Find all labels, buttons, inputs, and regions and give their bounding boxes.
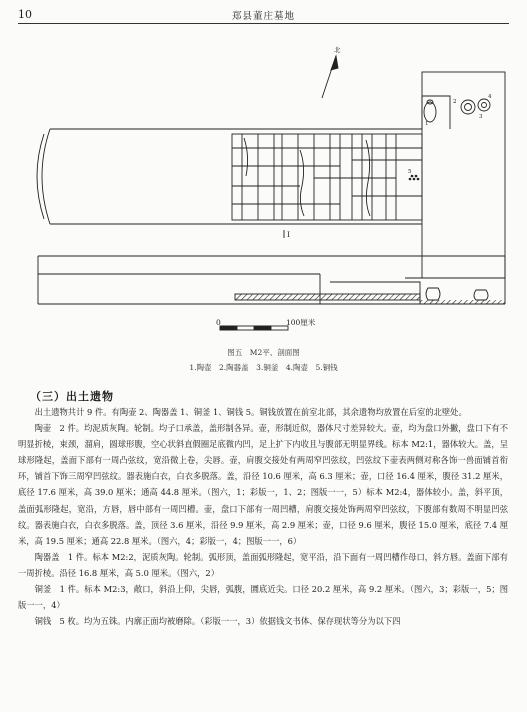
plan-view <box>37 72 505 278</box>
scale-end-label: 100厘米 <box>286 318 316 327</box>
figure-legend: 1.陶壶 2.陶器盖 3.铜釜 4.陶壶 5.铜钱 <box>189 363 338 372</box>
paragraph-intro: 出土遗物共计 9 件。有陶壶 2、陶器盖 1、铜釜 1、铜钱 5。铜钱放置在前室北部，其余遗物均放置在后室的北壁处。 <box>34 407 467 417</box>
paragraph-pottery-lid: 陶器盖 1 件。标本 M2:2，泥质灰陶。轮制。弧形顶，盖面弧形隆起，宽平沿，沿下面有一周凹槽作母口，斜方唇。盖面下部有一周折棱。沿径 16.8 厘米，高 5.0 厘米。（图六，2） <box>18 551 508 578</box>
item-number-1: 1 <box>425 121 429 127</box>
north-label: 北 <box>334 46 341 54</box>
north-arrow <box>322 56 338 98</box>
section-line-label: Ⅰ <box>287 230 290 239</box>
coin-cluster <box>409 175 420 181</box>
running-title: 郑县董庄墓地 <box>231 11 295 22</box>
section-view <box>38 256 505 304</box>
section-heading: （三）出土遗物 <box>30 390 114 403</box>
tomb-plan-section-figure <box>0 26 527 364</box>
scale-zero-label: 0 <box>216 318 221 327</box>
header-rule <box>18 23 509 24</box>
body-text <box>18 404 508 629</box>
paragraph-bronze-fu: 铜釜 1 件。标本 M2:3，敞口，斜沿上仰，尖唇，弧腹，圜底近尖。口径 20.2 厘米，高 9.2 厘米。（图六，3；彩版一，5；图版一一，4） <box>18 584 508 611</box>
paragraph-bronze-coins: 铜钱 5 枚。均为五铢。内廓正面均被磨除。（彩版一一，3）依据钱文书体、保存现状等分为以下四 <box>34 616 401 627</box>
item-number-5: 5 <box>408 169 412 175</box>
figure-caption: 图五 M2平、剖面图 <box>227 348 300 357</box>
item-number-3: 3 <box>479 114 483 120</box>
scale-bar <box>220 326 288 330</box>
item-number-4: 4 <box>488 94 492 100</box>
item-number-2: 2 <box>453 99 457 105</box>
page-header <box>18 6 509 24</box>
page-number: 10 <box>18 8 32 21</box>
paragraph-pottery-hu: 陶壶 2 件。均泥质灰陶。轮制。均子口承盖，盖形制各异。壶，形制近似，器体尺寸差异较大。壶，均为盘口外撇，盘口下有不明显折棱，束颈，溜肩，圆球形腹，空心状斜直假圈足底微内凹，足上扩下内收且与腹部无明显界线。标本 M2:1，器体较大。盖，呈球形隆起，盖面下部有一周凸弦纹，宽沿微上卷，尖唇。壶，肩腹交接处有两周窄凹弦纹，凹弦纹下壶表两侧对称各饰一兽面铺首衔环，铺首下饰三周窄凹弦纹。器表施白衣，白衣多脱落。盖，沿径 10.6 厘米，高 6.3 厘米；壶，口径 16.4 厘米，腹径 31.2 厘米，底径 17.6 厘米，高 39.0 厘米；通高 44.8 厘米。（图六，1；彩版一，1、2；图版一一，5）标本 M2:4，器体较小。盖，斜平顶，盖面弧形隆起，宽沿，方唇，唇中部有一周凹槽。壶，盘口下部有一周凹槽，肩腹交接处饰两周窄凹弦纹，下腹部有数周不明显凹弦纹。器表施白衣，白衣多脱落。盖，顶径 3.6 厘米，沿径 9.9 厘米，高 2.9 厘米；壶，口径 9.6 厘米，腹径 15.0 厘米，底径 7.4 厘米，高 19.5 厘米；通高 22.8 厘米。（图六，4；彩版一，4；图版一一，6） <box>18 423 508 546</box>
